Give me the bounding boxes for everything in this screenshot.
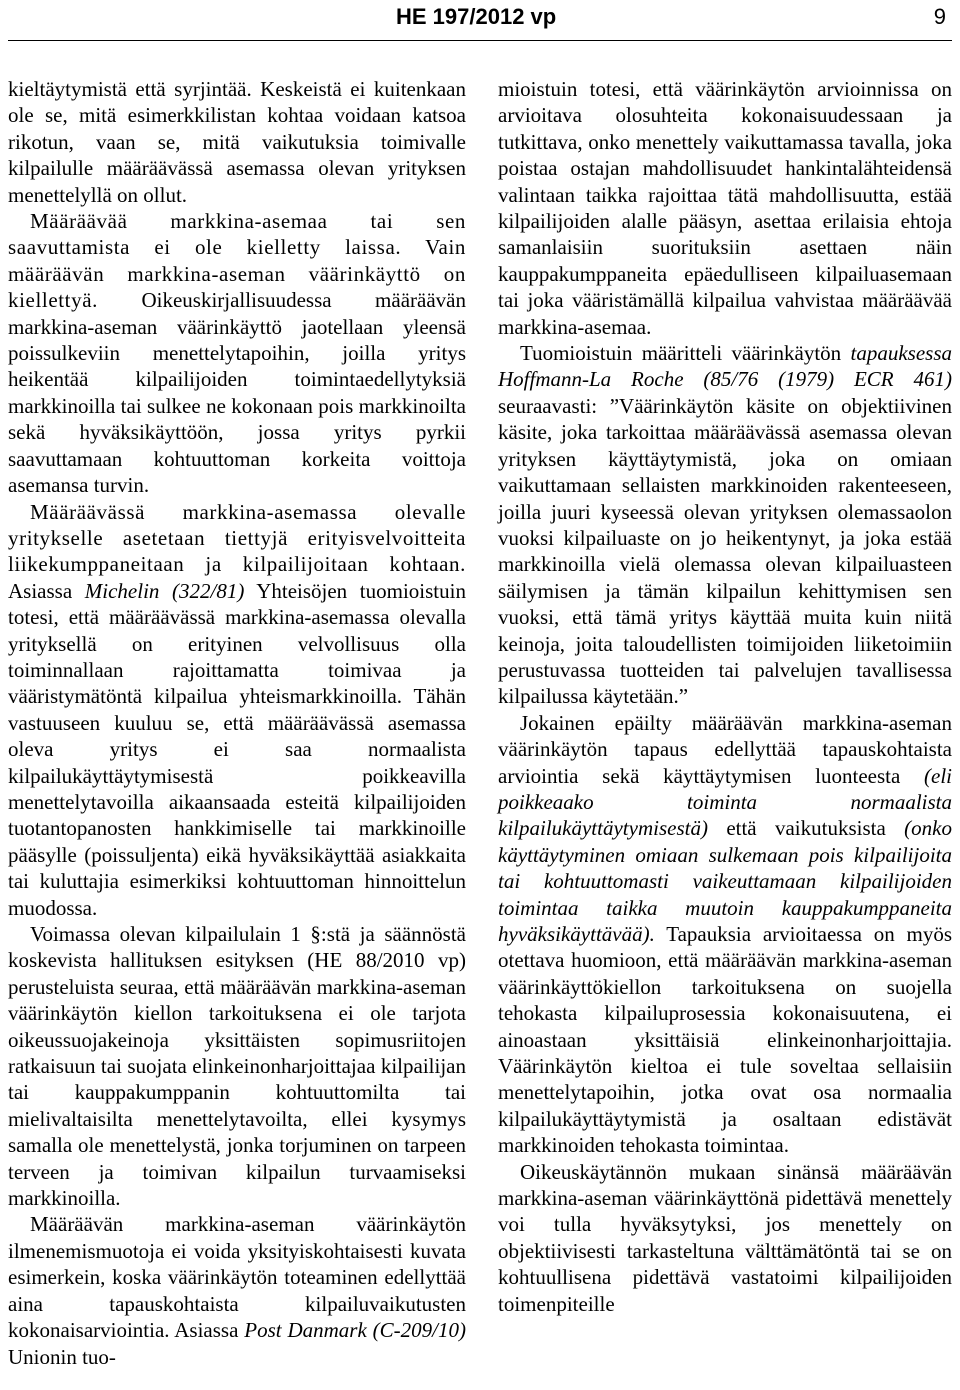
document-id: HE 197/2012 vp [396, 4, 557, 29]
paragraph: mioistuin totesi, että väärinkäytön arvioinnissa on arvioitava olosuhteita kokonaisuudessaan ja tutkittava, onko menettely vaikuttamassa tavalla, joka poistaa ostajan mahdollisuudet hankintalähteidensä valintaan taikka rajoittaa tätä mahdollisuutta, estää kilpailijoiden alalle pääsyn, asettaa erilaisia ehtoja samanlaisiin suorituksiin asettaen näin kauppakumppaneita epäedulliseen kilpailuasemaan tai joka vääristämällä kilpailua vahvistaa määräävää markkina-asemaa. [498, 77, 952, 339]
paragraph: kieltäytymistä että syrjintää. Keskeistä ei kuitenkaan ole se, mitä esimerkkilistan kohtaa voidaan katsoa rikotun, vaan se, mitä vaikutuksia toimivalle kilpailulle määräävässä asemassa olevan yrityksen menettelyllä on ollut. [8, 77, 466, 207]
case-reference: tapauksessa Hoffmann-La Roche (85/76 (1979) ECR 461) [498, 341, 952, 392]
left-column [8, 76, 466, 1370]
paragraph: Oikeuskäytännön mukaan sinänsä määräävän markkina-aseman väärinkäyttönä pidettävä menettely voi tulla hyväksytyksi, jos menettely on objektiivisesti tarkasteltuna välttämätöntä tai se on kohtuullisena pidettävä vastatoimi kilpailijoiden toimenpiteille [498, 1159, 952, 1316]
page-number: 9 [933, 4, 946, 29]
paragraph: Määräävän markkina-aseman väärinkäytön ilmenemismuotoja ei voida yksityiskohtaisesti kuvata esimerkein, koska väärinkäytön toteaminen edellyttää aina tapauskohtaista kilpailuvaikutusten kokonaisarviointia. Asiassa Post Danmark (C-209/10) Unionin tuo- [8, 1212, 466, 1369]
case-reference: Post Danmark (C-209/10) [244, 1318, 466, 1343]
paragraph: Jokainen epäilty määräävän markkina-aseman väärinkäytön tapaus edellyttää tapauskohtaista arviointia sekä käyttäytymisen luonteesta (eli poikkeaako toiminta normaalista kilpailukäyttäytymisestä) että vaikutuksista (onko käyttäytyminen omiaan sulkemaan pois kilpailijoita tai kohtuuttomasti vaikeuttamaan kilpailijoiden toimintaa taikka muutoin kauppakumppaneita hyväksikäyttävää). Tapauksia arvioitaessa on myös otettava huomioon, että määräävän markkina-aseman väärinkäyttökiellon tarkoituksena on suojella tehokasta kilpailuprosessia kokonaisuutena, ei ainoastaan yksittäisiä elinkeinonharjoittajia. Väärinkäytön kieltoa ei tule soveltaa sellaisiin menettelytapoihin, jotka ovat osa normaalia kilpailukäyttäytymistä ja osaltaan edistävät markkinoiden tehokasta toimintaa. [498, 710, 952, 1158]
paragraph: Määräävässä markkina-asemassa olevalle yritykselle asetetaan tiettyjä erityisvelvoitteita liikekumppaneitaan ja kilpailijoitaan kohtaan. Asiassa Michelin (322/81) Yhteisöjen tuomioistuin totesi, että määräävässä markkina-asemassa olevalla yrityksellä on erityinen velvollisuus olla toiminnallaan rajoittamatta toimivaa ja vääristymätöntä kilpailua yhteismarkkinoilla. Tähän vastuuseen kuuluu se, että määräävässä asemassa oleva yritys ei saa normaalista kilpailukäyttäytymisestä poikkeavilla menettelytavoilla aikaansaada esteitä kilpailijoiden tuotantopanosten hankkimiselle tai markkinoille pääsylle (poissuljenta) eikä hyväksikäyttää asiakkaita tai kuluttajia esimerkiksi kohtuuttoman hinnoittelun muodossa. [8, 499, 466, 920]
paragraph: Tuomioistuin määritteli väärinkäytön tapauksessa Hoffmann-La Roche (85/76 (1979) ECR 461) seuraavasti: ”Väärinkäytön käsite on objektiivinen käsite, joka tarkoittaa määräävässä asemassa olevan yrityksen käyttäytymistä, joka on omiaan vaikuttamaan sellaisten markkinoiden rakenteeseen, joilla juuri kyseessä olevan yrityksen olemassaolon vuoksi kilpailuaste on jo heikentynyt, ja joka estää markkinoilla vielä olemassa olevan kilpailuasteen säilymisen ja tämän kilpailun kehittymisen sen vuoksi, että tämä yritys käyttää muita kuin niitä keinoja, joita taloudellisten toimijoiden liiketoimiin perustuvassa tuotteiden tai palvelujen tavallisessa kilpailussa käytetään.” [498, 341, 952, 709]
paragraph: Voimassa olevan kilpailulain 1 §:stä ja säännöstä koskevista hallituksen esityksen (HE 88/2010 vp) perusteluista seuraa, että määräävän markkina-aseman väärinkäytön kiellon tarkoituksena ei ole tarjota oikeussuojakeinoja yksittäisten sopimusriitojen ratkaisuun tai suojata elinkeinonharjoittajaa kilpailijan tai kauppakumppanin kohtuuttomilta tai mielivaltaisilta menettelytavoilta, ellei kysymys samalla ole menettelystä, jonka torjuminen on tarpeen terveen ja toimivan kilpailun turvaamiseksi markkinoilla. [8, 922, 466, 1211]
right-column [498, 76, 952, 1317]
page-header [8, 0, 952, 41]
case-reference: Michelin (322/81) [84, 578, 245, 603]
paragraph: Määräävää markkina-asemaa tai sen saavuttamista ei ole kielletty laissa. Vain määräävän markkina-aseman väärinkäyttö on kiellettyä. Oikeuskirjallisuudessa määräävän markkina-aseman väärinkäyttö jaotellaan yleensä poissulkeviin menettelytapoihin, joilla yritys heikentää kilpailijoiden toimintaedellytyksiä markkinoilla tai sulkee ne kokonaan pois markkinoilta sekä hyväksikäyttöön, jossa yritys pyrkii saavuttamaan kohtuuttoman korkeita voittoja asemansa turvin. [8, 209, 466, 498]
